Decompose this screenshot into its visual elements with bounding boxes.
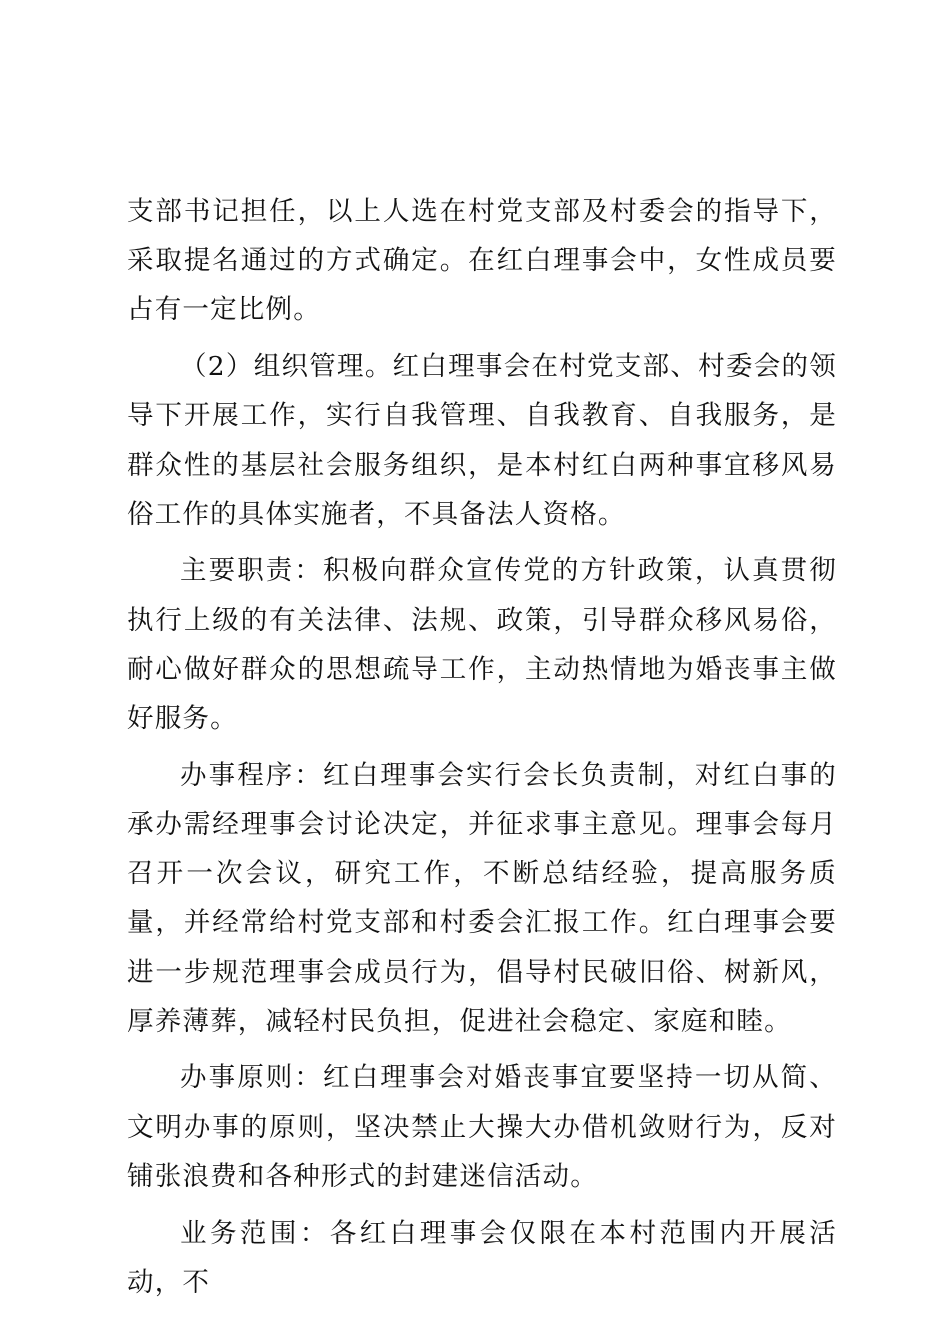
paragraph-procedure: 办事程序：红白理事会实行会长负责制，对红白事的承办需经理事会讨论决定，并征求事主意见。理事会每月召开一次会议，研究工作，不断总结经验，提高服务质量，并经常给村党支部和村委会汇报工作。红白理事会要进一步规范理事会成员行为，倡导村民破旧俗、树新风，厚养薄葬，减轻村民负担，促进社会稳定、家庭和睦。: [127, 759, 837, 1037]
document-body: [127, 187, 837, 1314]
paragraph-continuation: 支部书记担任，以上人选在村党支部及村委会的指导下，采取提名通过的方式确定。在红白理事会中，女性成员要占有一定比例。: [127, 196, 837, 326]
paragraph-main-duties: 主要职责：积极向群众宣传党的方针政策，认真贯彻执行上级的有关法律、法规、政策，引导群众移风易俗，耐心做好群众的思想疏导工作，主动热情地为婚丧事主做好服务。: [127, 555, 837, 735]
paragraph-organization-management: （2）组织管理。红白理事会在村党支部、村委会的领导下开展工作，实行自我管理、自我教育、自我服务，是群众性的基层社会服务组织，是本村红白两种事宜移风易俗工作的具体实施者，不具备法人资格。: [127, 351, 837, 530]
paragraph-business-scope: 业务范围：各红白理事会仅限在本村范围内开展活动，不: [127, 1217, 837, 1298]
paragraph-principles: 办事原则：红白理事会对婚丧事宜要坚持一切从简、文明办事的原则，坚决禁止大操大办借机敛财行为，反对铺张浪费和各种形式的封建迷信活动。: [127, 1062, 837, 1192]
